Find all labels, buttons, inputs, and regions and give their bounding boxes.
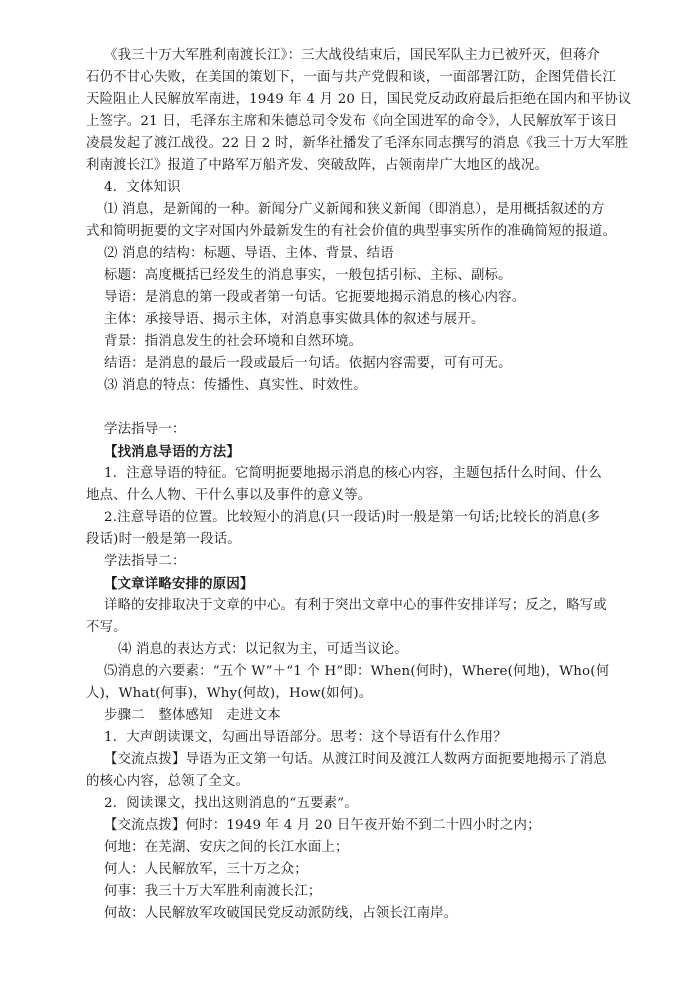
paragraph-line: 结语：是消息的最后一段或最后一句话。依据内容需要，可有可无。: [104, 356, 512, 371]
paragraph-line: 背景：指消息发生的社会环境和自然环境。: [104, 334, 363, 349]
paragraph-line: 【交流点拨】何时：1949 年 4 月 20 日午夜开始不到二十四小时之内；: [104, 818, 541, 833]
bracket-heading: 【文章详略安排的原因】: [104, 576, 254, 592]
paragraph-line: 利南渡长江》报道了中路军万船齐发、突破敌阵，占领南岸广大地区的战况。: [86, 158, 549, 173]
paragraph-line: 2．阅读课文，找出这则消息的“五要素”。: [104, 796, 358, 811]
step-heading: 步骤二 整体感知 走进文本: [104, 708, 281, 723]
paragraph-line: ⑸消息的六要素：“五个 W”＋“1 个 H”即：When(何时)，Where(何地)，Who(何: [104, 664, 610, 679]
paragraph-line: 1．注意导语的特征。它简明扼要地揭示消息的核心内容，主题包括什么时间、什么: [104, 466, 602, 481]
paragraph-line: 不写。: [86, 620, 127, 635]
paragraph-line: 凌晨发起了渡江战役。22 日 2 时，新华社播发了毛泽东同志撰写的消息《我三十万大军胜: [86, 136, 629, 151]
paragraph-line: 石仍不甘心失败，在美国的策划下，一面与共产党假和谈，一面部署江防，企图凭借长江: [86, 70, 617, 85]
paragraph-line: 何故：人民解放军攻破国民党反动派防线，占领长江南岸。: [104, 906, 458, 921]
paragraph-line: ⑵ 消息的结构：标题、导语、主体、背景、结语: [104, 246, 394, 261]
paragraph-line: 1．大声朗读课文，勾画出导语部分。思考：这个导语有什么作用？: [104, 730, 507, 745]
paragraph-line: ⑴ 消息，是新闻的一种。新闻分广义新闻和狭义新闻（即消息），是用概括叙述的方: [104, 202, 605, 217]
section-heading: 4．文体知识: [104, 180, 181, 195]
paragraph-line: 导语：是消息的第一段或者第一句话。它扼要地揭示消息的核心内容。: [104, 290, 526, 305]
paragraph-line: 《我三十万大军胜利南渡长江》：三大战役结束后，国民军队主力已被歼灭，但蒋介: [104, 48, 601, 63]
paragraph-line: 天险阻止人民解放军南进，1949 年 4 月 20 日，国民党反动政府最后拒绝在国内和平协议: [86, 92, 632, 107]
paragraph-line: 地点、什么人物、干什么事以及事件的意义等。: [86, 488, 372, 503]
paragraph-line: 人)，What(何事)，Why(何故)，How(如何)。: [86, 686, 373, 701]
paragraph-line: 上签字。21 日，毛泽东主席和朱德总司令发布《向全国进军的命令》，人民解放军于该日: [86, 114, 618, 129]
section-heading: 学法指导二：: [104, 554, 186, 569]
paragraph-line: ⑶ 消息的特点：传播性、真实性、时效性。: [104, 378, 367, 393]
paragraph-line: 的核心内容，总领了全文。: [86, 774, 250, 789]
paragraph-line: 何事：我三十万大军胜利南渡长江；: [104, 884, 322, 899]
paragraph-line: 段话)时一般是第一段话。: [86, 532, 241, 547]
paragraph-line: 式和简明扼要的文字对国内外最新发生的有社会价值的典型事实所作的准确简短的报道。: [86, 224, 617, 239]
paragraph-line: 详略的安排取决于文章的中心。有利于突出文章中心的事件安排详写；反之，略写或: [104, 598, 607, 613]
paragraph-line: 主体：承接导语、揭示主体，对消息事实做具体的叙述与展开。: [104, 312, 485, 327]
paragraph-line: 2.注意导语的位置。比较短小的消息(只一段话)时一般是第一句话;比较长的消息(多: [104, 510, 601, 525]
paragraph-line: ⑷ 消息的表达方式：以记叙为主，可适当议论。: [118, 642, 408, 657]
bracket-heading: 【找消息导语的方法】: [104, 444, 240, 460]
paragraph-line: 【交流点拨】导语为正文第一句话。从渡江时间及渡江人数两方面扼要地揭示了消息: [104, 752, 607, 767]
paragraph-line: 标题：高度概括已经发生的消息事实，一般包括引标、主标、副标。: [104, 268, 512, 283]
paragraph-line: 何地：在芜湖、安庆之间的长江水面上；: [104, 840, 349, 855]
section-heading: 学法指导一：: [104, 422, 186, 437]
paragraph-line: 何人：人民解放军，三十万之众；: [104, 862, 308, 877]
